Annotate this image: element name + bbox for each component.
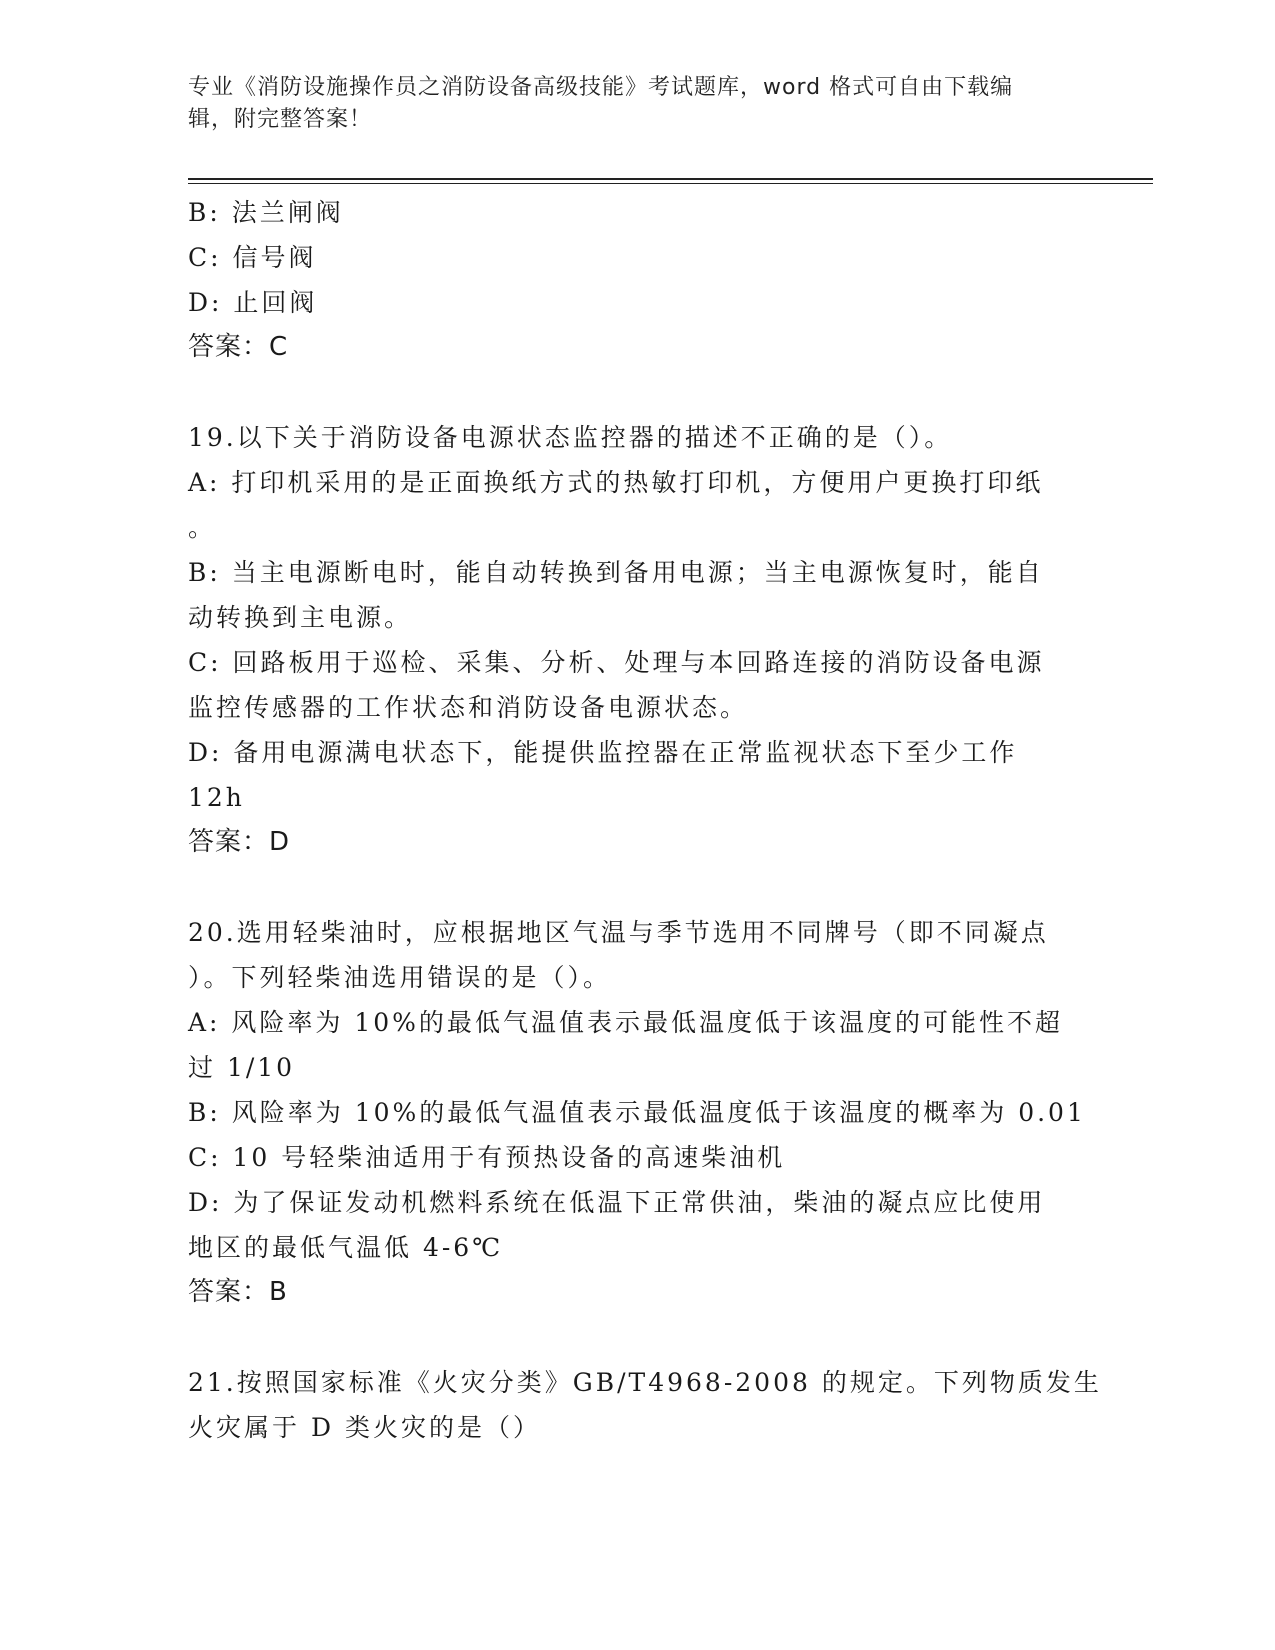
question-line: 19.以下关于消防设备电源状态监控器的描述不正确的是（）。 xyxy=(188,423,953,452)
question-line: 12h xyxy=(188,783,245,812)
question-20 xyxy=(188,910,1088,1315)
question-line: 监控传感器的工作状态和消防设备电源状态。 xyxy=(188,693,749,722)
question-line: B: 当主电源断电时，能自动转换到备用电源；当主电源恢复时，能自 xyxy=(188,558,1044,587)
question-line: ）。下列轻柴油选用错误的是（）。 xyxy=(188,963,612,992)
option-line: B: 法兰闸阀 xyxy=(188,198,344,227)
question-line: C: 10 号轻柴油适用于有预热设备的高速柴油机 xyxy=(188,1143,786,1172)
option-line: C: 信号阀 xyxy=(188,243,317,272)
question-line: C: 回路板用于巡检、采集、分析、处理与本回路连接的消防设备电源 xyxy=(188,648,1045,677)
page-header xyxy=(188,72,1068,136)
option-line: D: 止回阀 xyxy=(188,288,318,317)
header-rule-thick xyxy=(188,178,1153,180)
question-line: D: 为了保证发动机燃料系统在低温下正常供油，柴油的凝点应比使用 xyxy=(188,1188,1046,1217)
header-line-1: 专业《消防设施操作员之消防设备高级技能》考试题库，word 格式可自由下载编 xyxy=(188,75,1014,100)
question-line: 火灾属于 D 类火灾的是（） xyxy=(188,1413,541,1442)
document-body xyxy=(188,190,1102,1450)
question-line: 20.选用轻柴油时，应根据地区气温与季节选用不同牌号（即不同凝点 xyxy=(188,918,1049,947)
answer-line: 答案：D xyxy=(188,827,291,857)
question-21 xyxy=(188,1360,1102,1450)
question-18-tail xyxy=(188,190,1088,370)
question-line: A: 打印机采用的是正面换纸方式的热敏打印机，方便用户更换打印纸 xyxy=(188,468,1044,497)
header-line-2: 辑，附完整答案！ xyxy=(188,107,373,132)
question-19 xyxy=(188,415,1088,865)
question-line: 21.按照国家标准《火灾分类》GB/T4968-2008 的规定。下列物质发生 xyxy=(188,1368,1102,1397)
answer-line: 答案：C xyxy=(188,332,289,362)
question-line: 。 xyxy=(188,513,217,542)
header-rule-thin xyxy=(188,183,1153,184)
question-line: D: 备用电源满电状态下，能提供监控器在正常监视状态下至少工作 xyxy=(188,738,1018,767)
question-line: 过 1/10 xyxy=(188,1053,296,1082)
question-line: A: 风险率为 10%的最低气温值表示最低温度低于该温度的可能性不超 xyxy=(188,1008,1063,1037)
question-line: 动转换到主电源。 xyxy=(188,603,413,632)
answer-line: 答案：B xyxy=(188,1277,288,1307)
question-line: 地区的最低气温低 4-6℃ xyxy=(188,1233,504,1262)
question-line: B: 风险率为 10%的最低气温值表示最低温度低于该温度的概率为 0.01 xyxy=(188,1098,1086,1127)
